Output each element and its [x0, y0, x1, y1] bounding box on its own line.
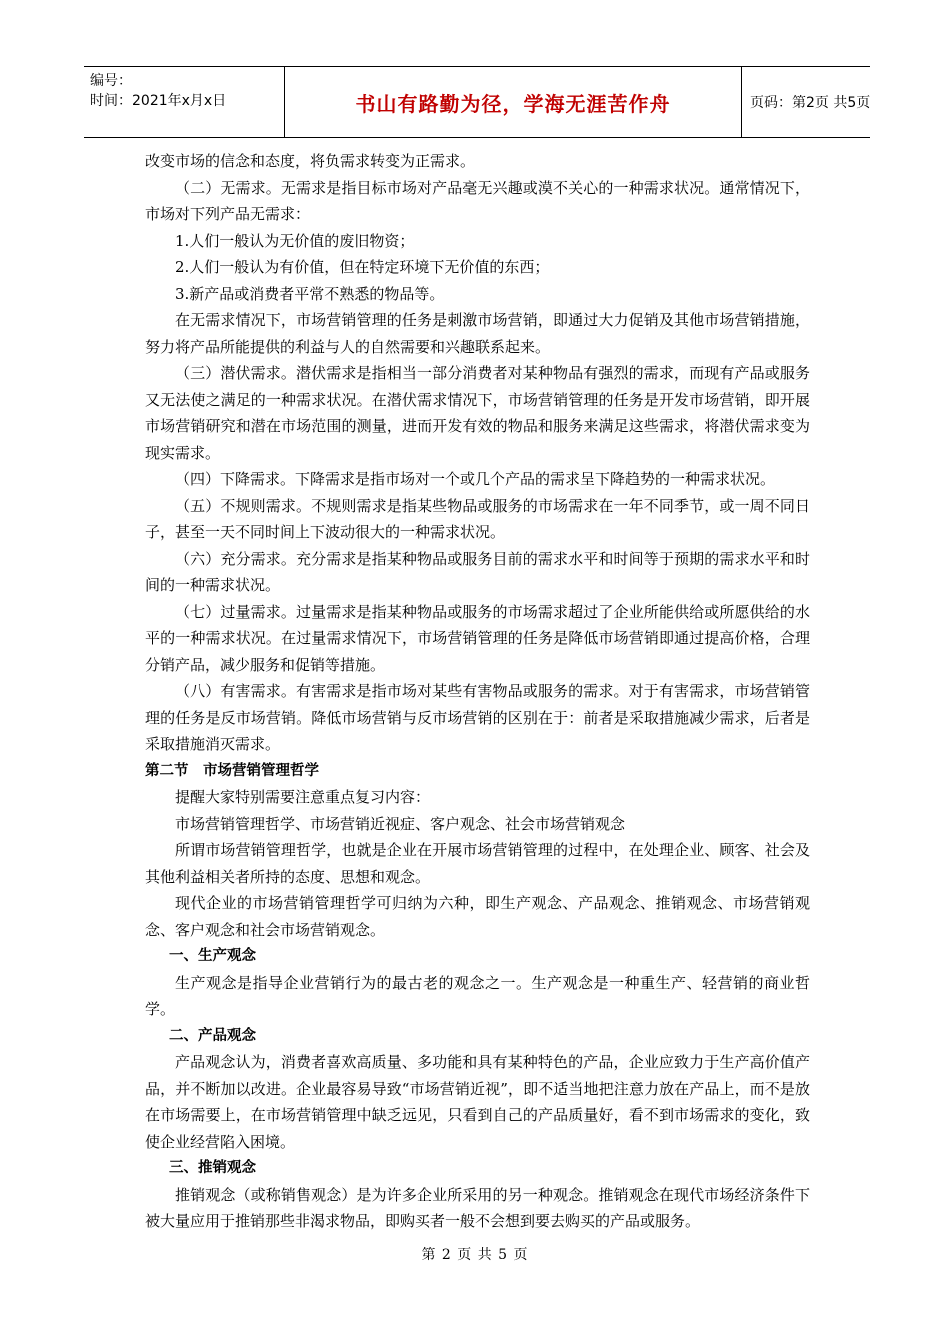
paragraph: 改变市场的信念和态度，将负需求转变为正需求。 [145, 152, 476, 170]
document-number-label: 编号： [90, 73, 132, 89]
header-info [84, 67, 284, 137]
paragraph: 现代企业的市场营销管理哲学可归纳为六种，即生产观念、产品观念、推销观念、市场营销观念、客户观念和社会市场营销观念。 [145, 894, 810, 939]
paragraph: 生产观念是指导企业营销行为的最古老的观念之一。生产观念是一种重生产、轻营销的商业哲学。 [145, 973, 810, 1018]
list-item: 2.人们一般认为有价值，但在特定环境下无价值的东西； [175, 258, 550, 276]
page-header [84, 66, 870, 138]
paragraph: （四）下降需求。下降需求是指市场对一个或几个产品的需求呈下降趋势的一种需求状况。 [175, 470, 776, 488]
paragraph: （五）不规则需求。不规则需求是指某些物品或服务的市场需求在一年不同季节，或一周不同日子，甚至一天不同时间上下波动很大的一种需求状况。 [145, 496, 810, 541]
paragraph: 所谓市场营销管理哲学，也就是企业在开展市场营销管理的过程中，在处理企业、顾客、社会及其他利益相关者所持的态度、思想和观念。 [145, 841, 810, 886]
paragraph: 推销观念（或称销售观念）是为许多企业所采用的另一种观念。推销观念在现代市场经济条件下被大量应用于推销那些非渴求物品，即购买者一般不会想到要去购买的产品或服务。 [145, 1185, 810, 1230]
paragraph: （八）有害需求。有害需求是指市场对某些有害物品或服务的需求。对于有害需求，市场营销管理的任务是反市场营销。降低市场营销与反市场营销的区别在于：前者是采取措施减少需求，后者是采取措施消灭需求。 [145, 682, 810, 753]
page-footer: 第 2 页 共 5 页 [421, 1247, 529, 1263]
paragraph: 产品观念认为，消费者喜欢高质量、多功能和具有某种特色的产品，企业应致力于生产高价值产品，并不断加以改进。企业最容易导致“市场营销近视”，即不适当地把注意力放在产品上，而不是放在市场需要上，在市场营销管理中缺乏远见，只看到自己的产品质量好，看不到市场需求的变化，致使企业经营陷入困境。 [145, 1053, 810, 1151]
list-item: 1.人们一般认为无价值的废旧物资； [175, 231, 415, 250]
section-heading: 第二节 市场营销管理哲学 [145, 762, 319, 779]
paragraph: （七）过量需求。过量需求是指某种物品或服务的市场需求超过了企业所能供给或所愿供给的水平的一种需求状况。在过量需求情况下，市场营销管理的任务是降低市场营销即通过提高价格，合理分销产品，减少服务和促销等措施。 [145, 602, 810, 674]
subsection-heading: 三、推销观念 [169, 1160, 256, 1176]
document-body [145, 148, 810, 1235]
list-item: 3.新产品或消费者平常不熟悉的物品等。 [175, 284, 445, 303]
document-date-label: 时间：2021年x月x日 [90, 93, 227, 109]
header-page-info: 页码：第2页 共5页 [750, 95, 871, 111]
header-motto: 书山有路勤为径，学海无涯苦作舟 [284, 67, 742, 137]
paragraph: （六）充分需求。充分需求是指某种物品或服务目前的需求水平和时间等于预期的需求水平和时间的一种需求状况。 [145, 549, 810, 594]
paragraph: 市场营销管理哲学、市场营销近视症、客户观念、社会市场营销观念 [175, 814, 626, 833]
subsection-heading: 一、生产观念 [169, 948, 256, 964]
subsection-heading: 二、产品观念 [169, 1027, 256, 1044]
paragraph: 在无需求情况下，市场营销管理的任务是刺激市场营销，即通过大力促销及其他市场营销措施，努力将产品所能提供的利益与人的自然需要和兴趣联系起来。 [145, 311, 810, 356]
paragraph: （二）无需求。无需求是指目标市场对产品毫无兴趣或漠不关心的一种需求状况。通常情况下，市场对下列产品无需求： [145, 178, 810, 223]
paragraph: （三）潜伏需求。潜伏需求是指相当一部分消费者对某种物品有强烈的需求，而现有产品或服务又无法使之满足的一种需求状况。在潜伏需求情况下，市场营销管理的任务是开发市场营销，即开展市场营销研究和潜在市场范围的测量，进而开发有效的物品和服务来满足这些需求，将潜伏需求变为现实需求。 [145, 364, 810, 462]
paragraph: 提醒大家特别需要注意重点复习内容： [175, 788, 431, 806]
